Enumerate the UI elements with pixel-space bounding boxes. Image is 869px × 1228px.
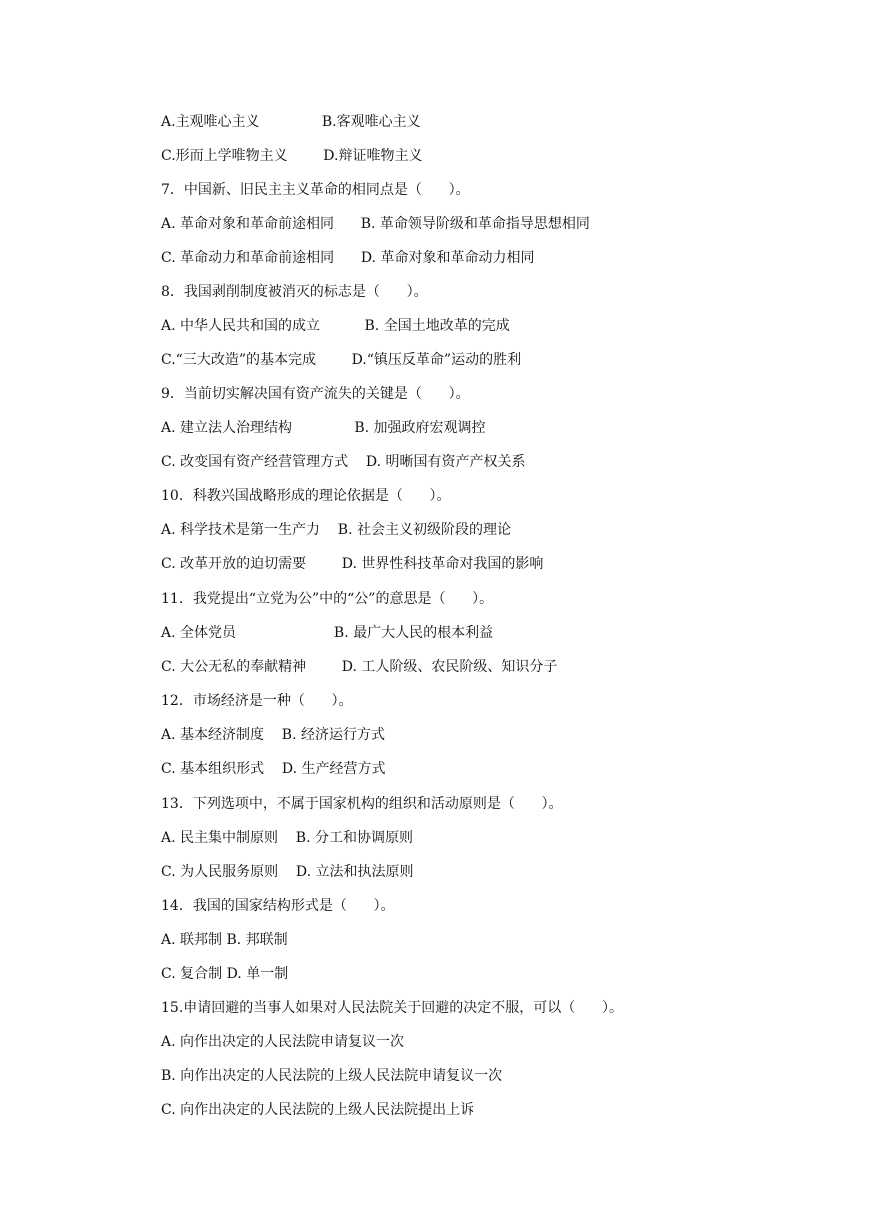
question-15: 15.申请回避的当事人如果对人民法院关于回避的决定不服，可以（ ）。 [161,1000,623,1016]
option-line: A. 全体党员 B. 最广大人民的根本利益 [161,625,494,641]
option-line: A. 革命对象和革命前途相同 B. 革命领导阶级和革命指导思想相同 [161,216,590,232]
question-11: 11．我党提出“立党为公”中的“公”的意思是（ ）。 [161,591,494,607]
option-line: A. 民主集中制原则 B. 分工和协调原则 [161,830,413,846]
option-line: C. 大公无私的奉献精神 D. 工人阶级、农民阶级、知识分子 [161,659,558,675]
option-line: C. 基本组织形式 D. 生产经营方式 [161,761,386,777]
option-line: C. 复合制 D. 单一制 [161,966,289,982]
question-9: 9．当前切实解决国有资产流失的关键是（ ）。 [161,386,470,402]
option-line: A.主观唯心主义 B.客观唯心主义 [161,114,421,130]
option-line: C. 革命动力和革命前途相同 D. 革命对象和革命动力相同 [161,250,535,266]
question-14: 14．我国的国家结构形式是（ ）。 [161,898,395,914]
option-line: A. 科学技术是第一生产力 B. 社会主义初级阶段的理论 [161,522,511,538]
question-8: 8．我国剥削制度被消灭的标志是（ ）。 [161,284,428,300]
option-line: A. 基本经济制度 B. 经济运行方式 [161,727,385,743]
question-10: 10．科教兴国战略形成的理论依据是（ ）。 [161,488,451,504]
option-line: C.“三大改造”的基本完成 D.“镇压反革命”运动的胜利 [161,352,522,368]
question-13: 13．下列选项中，不属于国家机构的组织和活动原则是（ ）。 [161,796,563,812]
option-line: A. 联邦制 B. 邦联制 [161,932,288,948]
question-12: 12．市场经济是一种（ ）。 [161,693,353,709]
option-line: B. 向作出决定的人民法院的上级人民法院申请复议一次 [161,1068,503,1084]
question-7: 7．中国新、旧民主主义革命的相同点是（ ）。 [161,182,470,198]
option-line: C. 改革开放的迫切需要 D. 世界性科技革命对我国的影响 [161,556,544,572]
option-line: C.形而上学唯物主义 D.辩证唯物主义 [161,148,423,164]
option-line: C. 为人民服务原则 D. 立法和执法原则 [161,864,414,880]
option-line: A. 中华人民共和国的成立 B. 全国土地改革的完成 [161,318,510,334]
option-line: A. 建立法人治理结构 B. 加强政府宏观调控 [161,420,486,436]
option-line: A. 向作出决定的人民法院申请复议一次 [161,1034,405,1050]
option-line: C. 向作出决定的人民法院的上级人民法院提出上诉 [161,1102,475,1118]
option-line: C. 改变国有资产经营管理方式 D. 明晰国有资产产权关系 [161,454,526,470]
